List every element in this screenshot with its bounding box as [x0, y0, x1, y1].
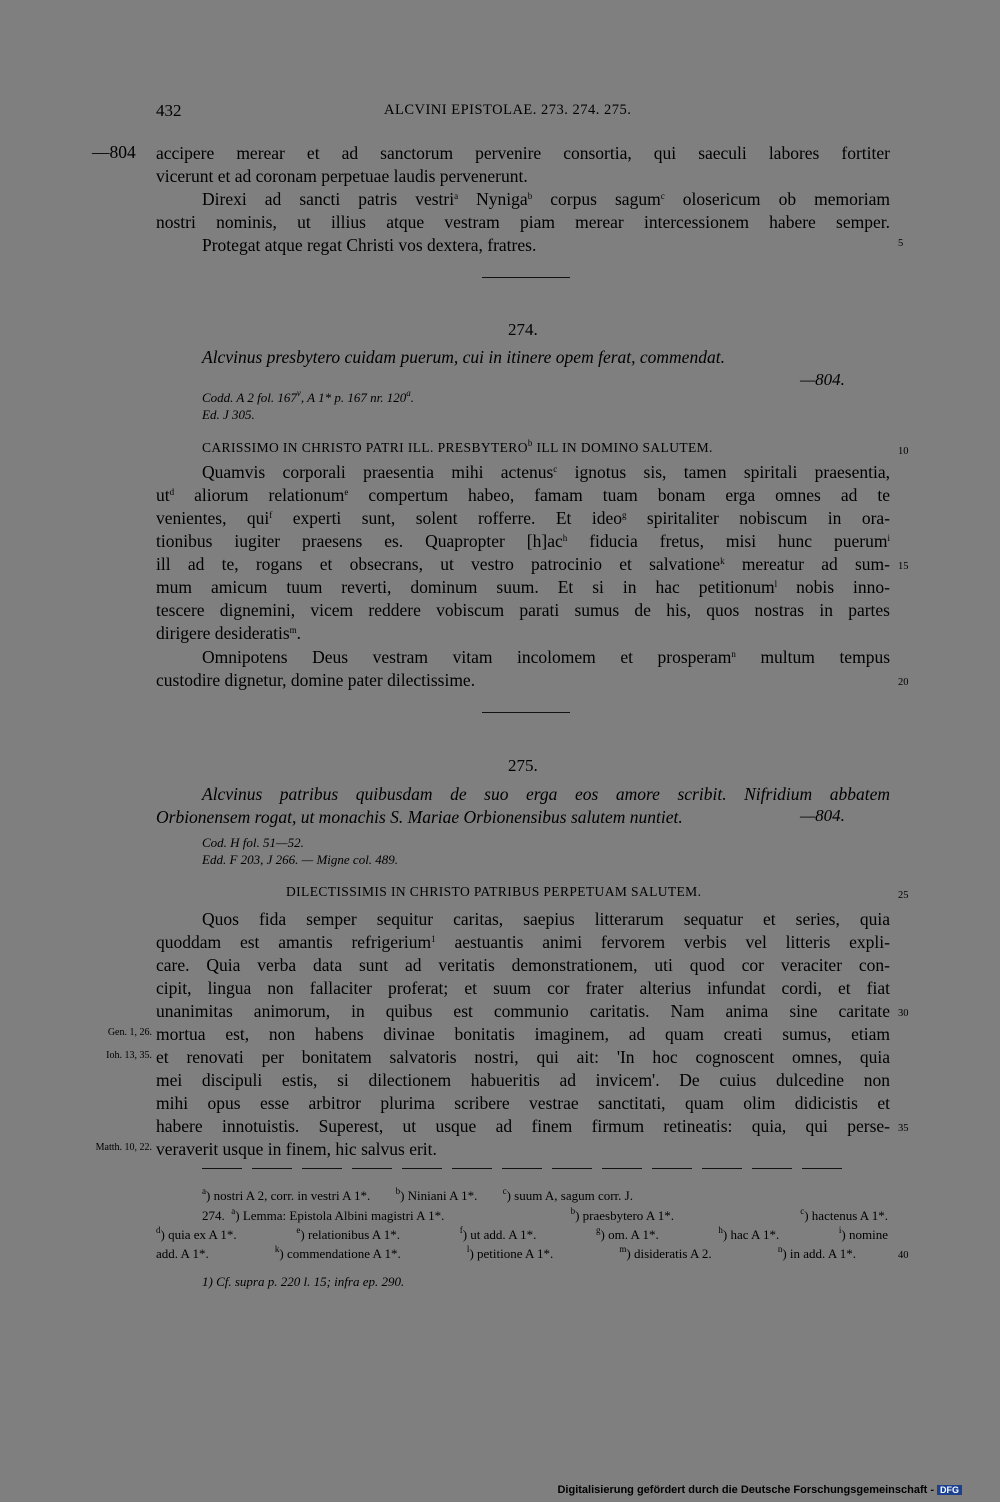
footnote: $^c$) hactenus A 1*. [800, 1206, 888, 1223]
footnote: $^m$) disideratis A 2. [619, 1244, 712, 1261]
margin-reference: Ioh. 13, 35. [106, 1050, 152, 1061]
line-number: 20 [898, 677, 909, 688]
running-title: ALCVINI EPISTOLAE. 273. 274. 275. [384, 102, 632, 118]
separator-rule [482, 277, 570, 278]
line-number: 40 [898, 1250, 909, 1261]
footnote: $^i$) nomine [838, 1225, 888, 1242]
codices: Cod. H fol. 51—52. [202, 835, 304, 850]
salutation: CARISSIMO IN CHRISTO PATRI ILL. PRESBYTERO$^b$ ILL IN DOMINO SALUTEM. [202, 438, 713, 455]
line-number: 25 [898, 890, 909, 901]
text-line: Quamvis corporali praesentia mihi actenus$^c$ ignotus sis, tamen spiritali praesentia, [202, 462, 890, 482]
line-number: 5 [898, 238, 904, 249]
letter-summary: Alcvinus patribus quibusdam de suo erga eos amore scribit. Nifridium abbatem [202, 784, 890, 804]
separator-rule [482, 712, 570, 713]
text-line: habere innotuistis. Superest, ut usque ad finem firmum retineatis: quia, qui perse- [156, 1116, 890, 1136]
dfg-logo: DFG [937, 1485, 962, 1495]
footnote: 274. $^a$) Lemma: Epistola Albini magistri A 1*. [202, 1206, 445, 1223]
footnote: $^k$) commendatione A 1*. [274, 1244, 401, 1261]
line-number: 30 [898, 1008, 909, 1019]
text-line: care. Quia verba data sunt ad veritatis demonstrationem, uti quod cor veraciter con- [156, 955, 890, 975]
footnote: $^n$) in add. A 1*. [777, 1244, 856, 1261]
line-number: 10 [898, 446, 909, 457]
text-line: Protegat atque regat Christi vos dextera, fratres. [202, 235, 537, 255]
footnote: $^c$) suum A, sagum corr. J. [502, 1186, 633, 1203]
footnote: $^e$) relationibus A 1*. [296, 1225, 401, 1242]
footnote-note: 1) Cf. supra p. 220 l. 15; infra ep. 290. [202, 1274, 405, 1289]
footnote: $^g$) om. A 1*. [596, 1225, 659, 1242]
text-line: vicerunt et ad coronam perpetuae laudis pervenerunt. [156, 166, 528, 186]
text-line: mum amicum tuum reverti, dominum suum. Et si in hac petitionum$^l$ nobis inno- [156, 577, 890, 597]
text-line: dirigere desideratis$^m$. [156, 623, 302, 643]
text-line: $ut^d$ aliorum relationum$^e$ compertum habeo, famam tuam bonam erga omnes ad te [156, 485, 890, 505]
salutation: DILECTISSIMIS IN CHRISTO PATRIBUS PERPETUAM SALUTEM. [286, 884, 702, 899]
text-line: nostri nominis, ut illius atque vestram piam merear intercessionem habere semper. [156, 212, 890, 232]
text-line: quoddam est amantis refrigerium$^1$ aestuantis animi fervorem verbis vel litteris expli- [156, 932, 890, 952]
text-line: cipit, lingua non fallaciter proferat; et suum cor frater alterius infundat cordi, et fiat [156, 978, 890, 998]
letter-date: —804. [800, 806, 845, 825]
codices: Codd. A 2 fol. 167$^v$, A 1* p. 167 nr. 120$^a$. [202, 388, 414, 405]
letter-number: 274. [508, 320, 538, 339]
footnote: $^l$) petitione A 1*. [466, 1244, 554, 1261]
footnote: $^f$) ut add. A 1*. [459, 1225, 537, 1242]
line-number: 35 [898, 1123, 909, 1134]
date-margin: —804 [92, 142, 136, 162]
text-line: mortua est, non habens divinae bonitatis imaginem, ad quam creati sumus, etiam [156, 1024, 890, 1044]
page-number: 432 [156, 101, 182, 120]
margin-reference: Gen. 1, 26. [107, 1027, 152, 1038]
footnote-row [156, 1226, 888, 1244]
footnote-row [202, 1187, 633, 1205]
footnote: add. A 1*. [156, 1246, 209, 1261]
footnote: $^b$) praesbytero A 1*. [570, 1206, 674, 1223]
text-line: custodire dignetur, domine pater dilectissime. [156, 670, 476, 690]
text-line: Direxi ad sancti patris vestri$^a$ Nyniga$^b$ corpus sagum$^c$ olosericum ob memoriam [202, 189, 890, 209]
text-line: et renovati per bonitatem salvatoris nostri, qui ait: 'In hoc cognoscent omnes, quia [156, 1047, 890, 1067]
text-line: mihi opus esse arbitror plurima scribere vestrae sanctitati, quam olim didicistis et [156, 1093, 890, 1113]
text-line: mei discipuli estis, si dilectionem habueritis ad invicem'. De cuius dulcedine non [156, 1070, 890, 1090]
text-line: veraverit usque in finem, hic salvus erit. [156, 1139, 437, 1159]
text-line: unanimitas animorum, in quibus est communio caritatis. Nam anima sine caritate [156, 1001, 890, 1021]
footnote-row [156, 1245, 856, 1263]
text-line: Omnipotens Deus vestram vitam incolomem et prosperam$^n$ multum tempus [202, 647, 890, 667]
footnote-row [202, 1207, 888, 1225]
text-line: accipere merear et ad sanctorum pervenire consortia, qui saeculi labores fortiter [156, 143, 890, 163]
letter-date: —804. [800, 370, 845, 389]
letter-summary: Orbionensem rogat, ut monachis S. Mariae Orbionensibus salutem nuntiet. [156, 807, 683, 827]
text-line: venientes, qui$^f$ experti sunt, solent rofferre. Et ideo$^g$ spiritaliter nobiscum in ora- [156, 508, 890, 528]
text-line: Quos fida semper sequitur caritas, saepius litterarum sequatur et series, quia [202, 909, 890, 929]
text-line: ill ad te, rogans et obsecrans, ut vestro patrocinio et salvatione$^k$ mereatur ad sum- [156, 554, 890, 574]
footnote: $^h$) hac A 1*. [718, 1225, 780, 1242]
editions: Edd. F 203, J 266. — Migne col. 489. [202, 852, 399, 867]
line-number: 15 [898, 561, 909, 572]
digitization-credit: Digitalisierung gefördert durch die Deutsche Forschungsgemeinschaft - DFG [557, 1484, 962, 1496]
text-line: tionibus iugiter praesens es. Quapropter $[h]ac^h$ fiducia fretus, misi hunc puerum$^i$ [156, 531, 890, 551]
footnote: $^d$) quia ex A 1*. [156, 1225, 237, 1242]
footnote: $^b$) Niniani A 1*. [395, 1186, 478, 1203]
letter-summary: Alcvinus presbytero cuidam puerum, cui in itinere opem ferat, commendat. [202, 347, 725, 367]
editions: Ed. J 305. [202, 407, 255, 422]
letter-number: 275. [508, 756, 538, 775]
text-line: tescere dignemini, vicem reddere vobiscum parati sumus de his, quos nostras in partes [156, 600, 890, 620]
footnote: $^a$) nostri A 2, corr. in vestri A 1*. [202, 1186, 371, 1203]
footnote-rule [202, 1168, 842, 1169]
margin-reference: Matth. 10, 22. [95, 1142, 152, 1153]
